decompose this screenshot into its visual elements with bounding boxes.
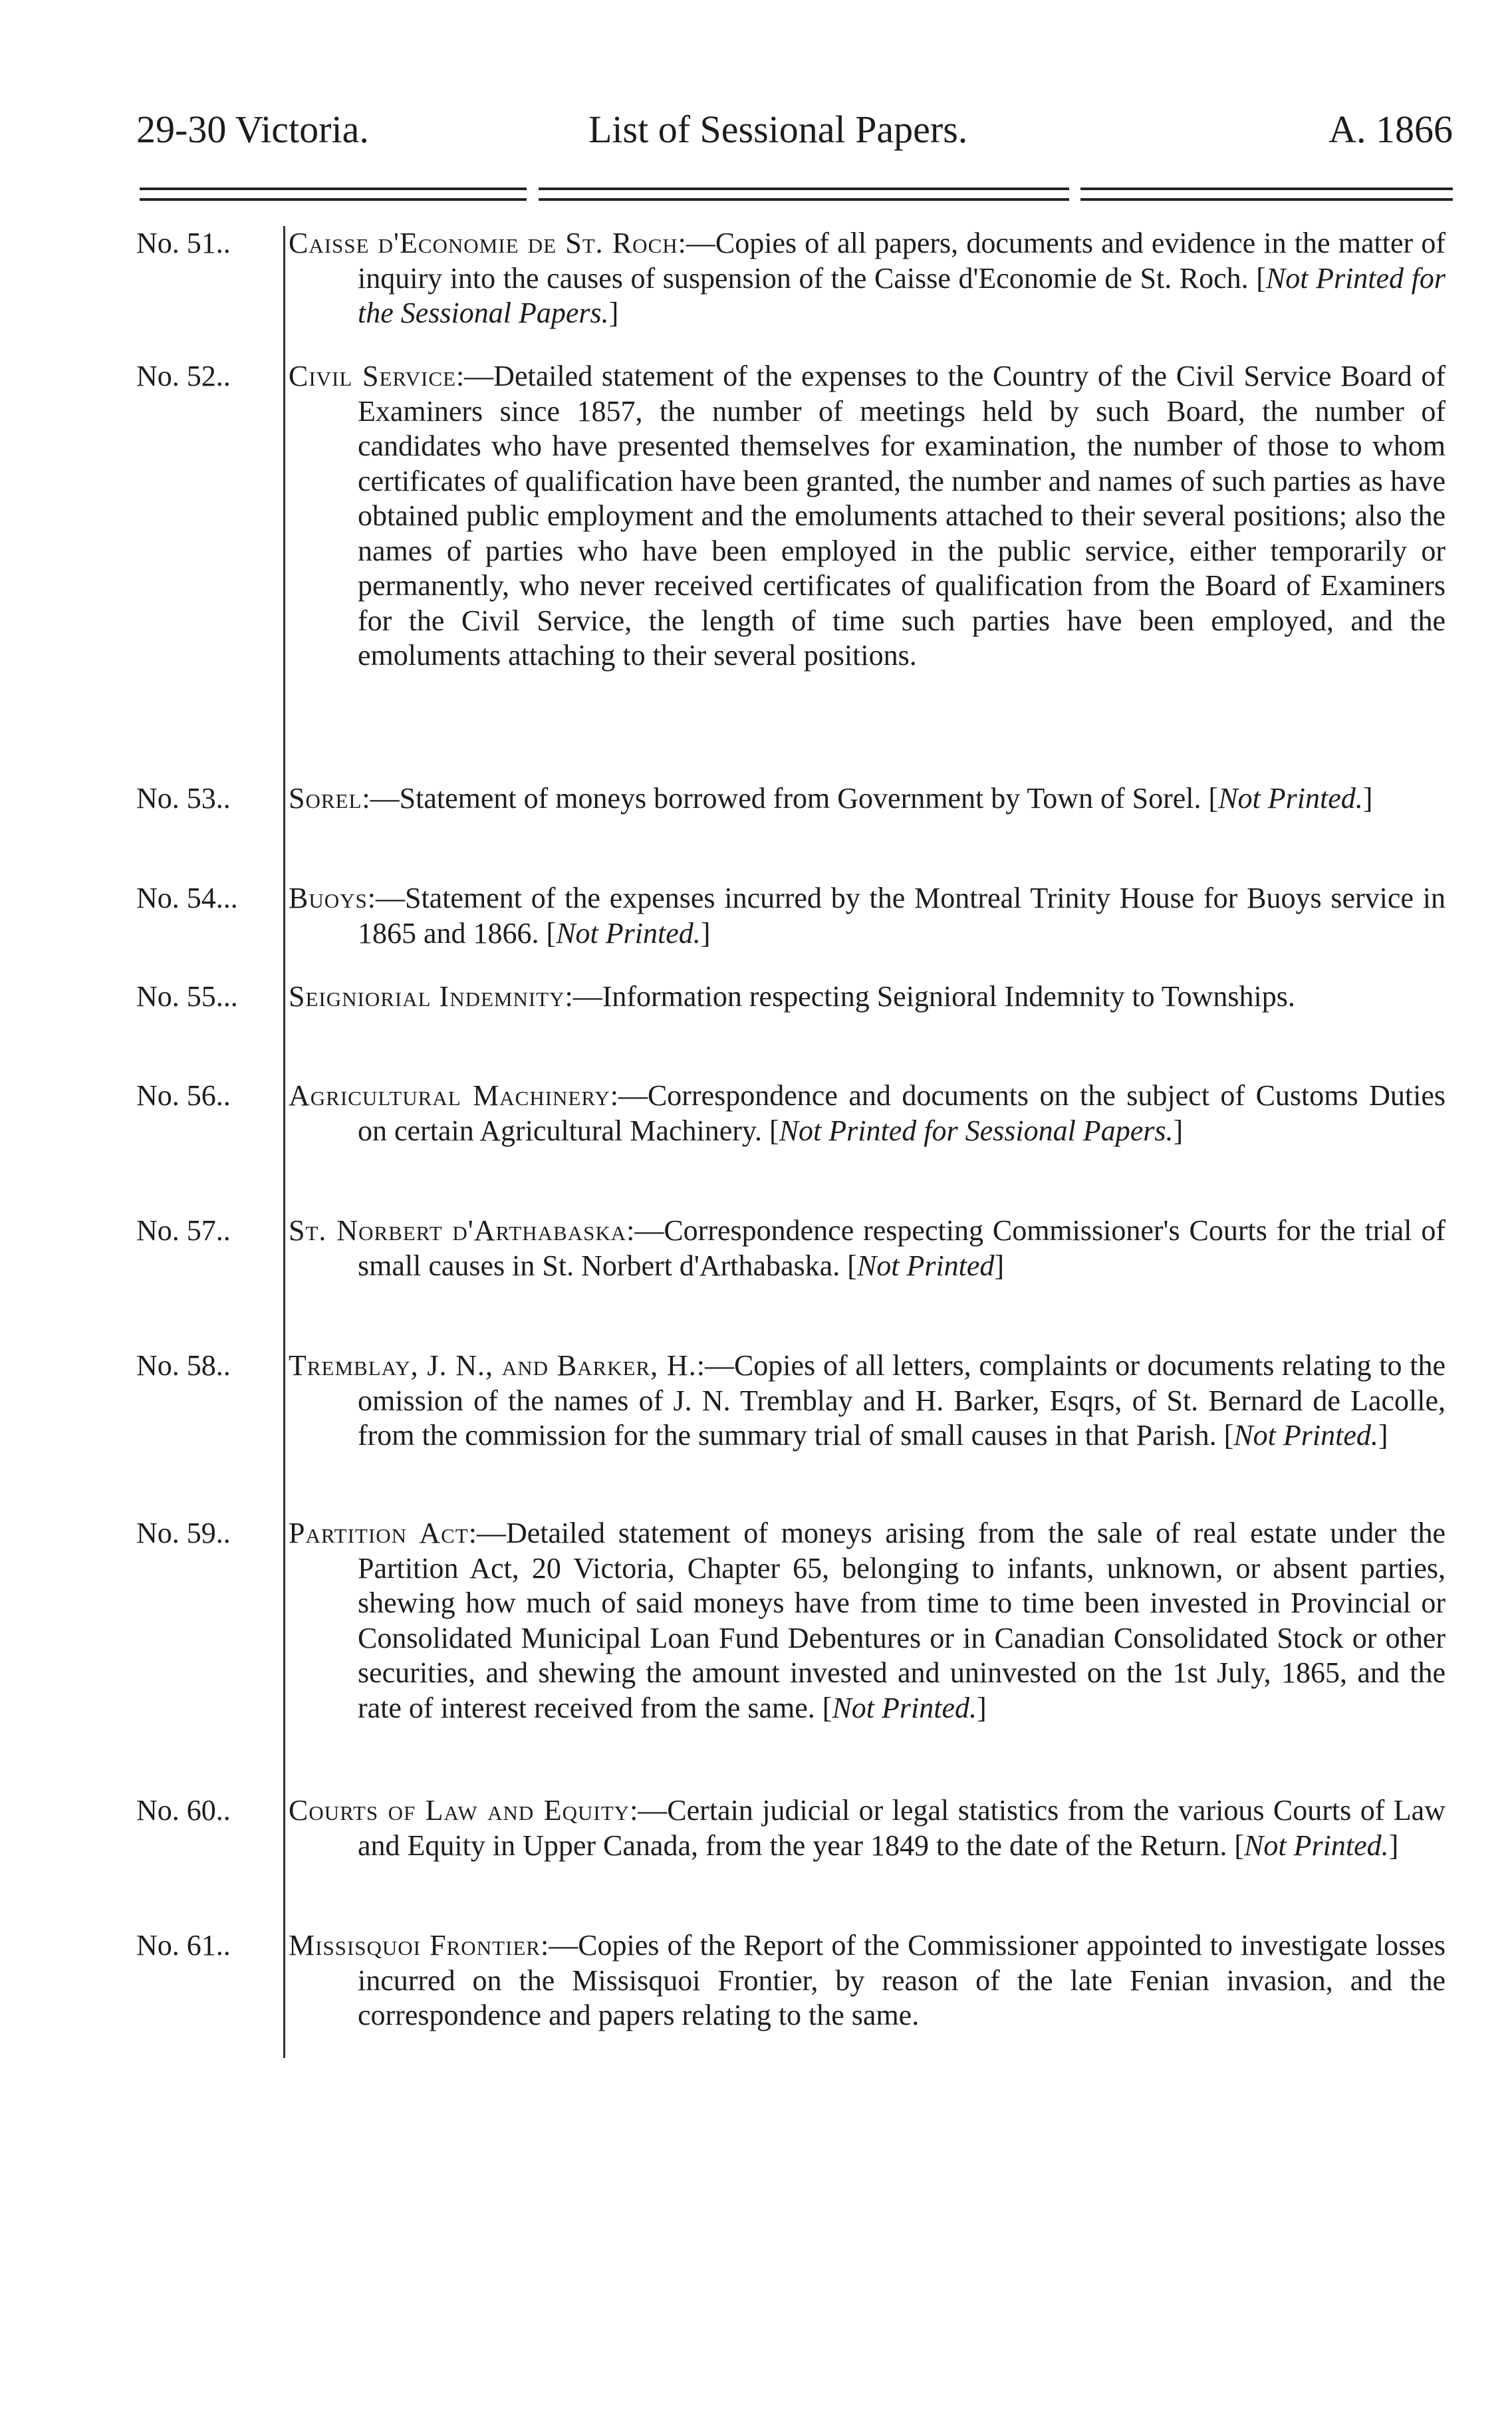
paper-description [289,979,1446,1015]
paper-body: :—Copies of the Report of the Commissioner appointed to investigate losses incurred on the Missisquoi Frontier, by reason of the late Fenian invasion, and the correspondence and papers relating to the same. [358,1929,1446,2031]
paper-number: No. 61.. [136,1929,231,1962]
paper-note: Not Printed. [556,916,701,950]
header-year: A. 1866 [1328,108,1453,151]
paper-number: No. 57.. [136,1214,231,1247]
paper-subject: Seigniorial Indemnity [289,980,565,1013]
header-rule-left [140,188,527,201]
header-rule-right [1080,188,1453,201]
paper-number: No. 58.. [136,1349,231,1382]
paper-number: No. 51.. [136,227,231,259]
paper-description: St. Norbert d'Arthabaska:—Correspondence respecting Commissioner's Courts for the trial of small causes in St. Norbert d'Arthabaska. [Not Printed] [289,1214,1446,1282]
paper-note: Not Printed for the Sessional Papers. [358,261,1446,329]
header-rule-middle [539,188,1069,201]
column-divider [283,226,285,2058]
paper-note: Not Printed [856,1249,995,1282]
paper-description: Caisse d'Economie de St. Roch:—Copies of all papers, documents and evidence in the matter of inquiry into the causes of suspension of the Caisse d'Economie de St. Roch. [Not Printed for the Sessional Papers.] [289,227,1446,329]
paper-body: :—Copies of all letters, complaints or documents relating to the omission of the names of J. N. Tremblay and H. Barker, Esqrs, of St. Bernard de Lacolle, from the commission for the summary trial of small causes in that Parish. [358,1349,1446,1452]
paper-subject: Partition Act [289,1517,469,1549]
paper-note: Not Printed. [1218,782,1363,815]
paper-body: :—Detailed statement of moneys arising from the sale of real estate under the Partition Act, 20 Victoria, Chapter 65, belonging to infants, unknown, or absent parties, shewing how much of said moneys have from time to time been invested in Provincial or Consolidated Municipal Loan Fund Debentures or in Canadian Consolidated Stock or other securities, and shewing the amount invested and uninvested on the 1st July, 1865, and the rate of interest received from the same. [358,1517,1446,1724]
header-title: List of Sessional Papers. [588,108,968,151]
paper-description: Tremblay, J. N., and Barker, H.:—Copies of all letters, complaints or documents relating to the omission of the names of J. N. Tremblay and H. Barker, Esqrs, of St. Bernard de Lacolle, from the commission for the summary trial of small causes in that Parish. [Not Printed.] [289,1349,1446,1452]
paper-subject: St. Norbert d'Arthabaska [289,1214,627,1247]
paper-note: Not Printed. [1244,1829,1389,1862]
paper-subject: Courts of Law and Equity [289,1794,630,1827]
paper-description: Partition Act:—Detailed statement of moneys arising from the sale of real estate under the Partition Act, 20 Victoria, Chapter 65, belonging to infants, unknown, or absent parties, shewing how much of said moneys have from time to time been invested in Provincial or Consolidated Municipal Loan Fund Debentures or in Canadian Consolidated Stock or other securities, and shewing the amount invested and uninvested on the 1st July, 1865, and the rate of interest received from the same. [Not Printed.] [289,1517,1446,1724]
paper-body: :—Correspondence respecting Commissioner's Courts for the trial of small causes in St. Norbert d'Arthabaska. [358,1214,1446,1282]
paper-subject: Civil Service [289,360,456,392]
paper-number: No. 59.. [136,1517,231,1549]
paper-description [289,359,1446,674]
page-header [136,100,1453,160]
paper-body: :—Detailed statement of the expenses to the Country of the Civil Service Board of Examiners since 1857, the number of meetings held by such Board, the number of candidates who have presented themselves for examination, the number of those to whom certificates of qualification have been granted, the number and names of such parties as have obtained public employment and the emoluments attached to their several positions; also the names of parties who have been employed in the public service, either temporarily or permanently, who never received certificates of qualification from the Board of Examiners for the Civil Service, the length of time such parties have been employed, and the emoluments attaching to their several positions. [358,360,1446,672]
paper-description: Agricultural Machinery:—Correspondence and documents on the subject of Customs Duties on certain Agricultural Machinery. [Not Printed for Sessional Papers.] [289,1079,1446,1147]
paper-note: Not Printed for Sessional Papers. [779,1114,1174,1147]
paper-description: Sorel:—Statement of moneys borrowed from Government by Town of Sorel. [Not Printed.] [289,782,1373,815]
paper-subject: Agricultural Machinery [289,1079,610,1112]
paper-number: No. 54... [136,882,238,914]
paper-subject: Tremblay, J. N., and Barker, H. [289,1349,697,1382]
paper-body: :—Statement of the expenses incurred by the Montreal Trinity House for Buoys service in 1865 and 1866. [358,882,1446,950]
paper-subject: Missisquoi Frontier [289,1929,541,1962]
paper-body: :—Information respecting Seignioral Indemnity to Townships. [565,980,1295,1013]
paper-number: No. 52.. [136,360,231,392]
header-rule [140,188,1453,201]
paper-subject: Sorel [289,782,362,815]
paper-note: Not Printed. [1233,1419,1378,1452]
paper-subject: Buoys [289,882,368,914]
paper-number: No. 55... [136,980,238,1013]
paper-body: :—Statement of moneys borrowed from Government by Town of Sorel. [362,782,1201,815]
paper-description [289,1928,1446,2033]
paper-number: No. 53.. [136,782,231,815]
paper-subject: Caisse d'Economie de St. Roch [289,227,678,259]
paper-description: Courts of Law and Equity:—Certain judicial or legal statistics from the various Courts of Law and Equity in Upper Canada, from the year 1849 to the date of the Return. [Not Printed.] [289,1794,1446,1862]
paper-number: No. 60.. [136,1794,231,1827]
paper-number: No. 56.. [136,1079,231,1112]
paper-description: Buoys:—Statement of the expenses incurred by the Montreal Trinity House for Buoys service in 1865 and 1866. [Not Printed.] [289,882,1446,950]
paper-body: :—Certain judicial or legal statistics from the various Courts of Law and Equity in Upper Canada, from the year 1849 to the date of the Return. [358,1794,1446,1862]
paper-body: :—Copies of all papers, documents and evidence in the matter of inquiry into the causes of suspension of the Caisse d'Economie de St. Roch. [358,227,1446,295]
paper-body: :—Correspondence and documents on the subject of Customs Duties on certain Agricultural Machinery. [358,1079,1446,1147]
paper-note: Not Printed. [832,1691,977,1724]
header-volume: 29-30 Victoria. [136,108,369,151]
